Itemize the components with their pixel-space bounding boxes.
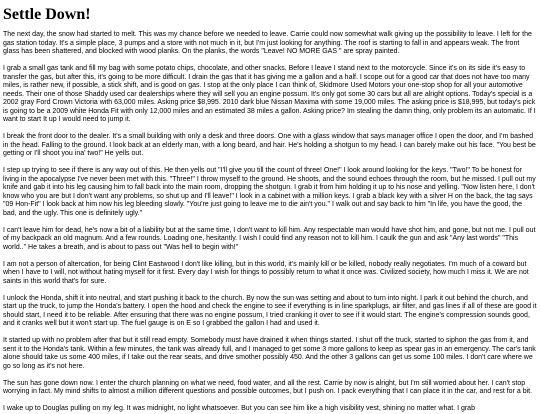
story-paragraph-5: I can't leave him for dead, he's now a bit of a liability but at the same time, I don't want to kill him. Any respectable man would have shot him, and gone, but not me. I pull out of my backpack an old magnum. And a few rounds. Loading one, hesitantly. I wish I could find any reason not to kill him. I caulk the gun and ask "Any last words" "This world.." He takes a breath, and is about to pass out "Was hell to begin with!"	[3, 226, 536, 251]
story-paragraph-3: I break the front door to the dealer. It's a small building with only a desk and three doors. One with a glass window that says manager office I open the door, and I'm bashed in the head. Falling to the ground. I look back at an elderly man, with a long beard, and hair. He's holding a shotgun to my head. I can barely make out his face. "You best be getting or I'll shoot you ina' two!" He yells out.	[3, 133, 536, 157]
story-paragraph-7: I unlock the Honda, shift it into neutral, and start pushing it back to the church. By now the sun was setting and about to turn into night. I park it out behind the church, and start up the truck, to jump the Honda's battery. I open the hood and check the engine to see if everything is in line sparkplugs, air filter, and gas lines if all of these are good it should start, I need it to be reliable. After ensuring that there was no engine possum, I tried cranking it over to see if it would start. The engine's compression sounds good, and it cranks well but it won't start up. The fuel gauge is on E so I grabbed the gallon I had and used it.	[3, 294, 537, 327]
story-paragraph-9: The sun has gone down now. I enter the church planning on what we need, food water, and all the rest. Carrie by now is alright, but I'm still worried about her. I can't stop worrying in fact. My mind shifts to almost a million different questions and possible outcomes, but I push on. I pack everything that I can place it in the car, and rest for a bit.	[3, 379, 533, 395]
story-paragraph-1: The next day, the snow had started to melt. This was my chance before we needed to leave. Carrie could now somewhat walk giving up the possibility to leave. I left for the gas station today. It's a simple place, 3 pumps and a store with not much in it, but I'm just looking for anything. The roof is starting to fall in and appears weak. The front glass has been shattered, and blocked with wood planks. On the planks, the words "Leave! NO MORE GAS " are spray painted.	[3, 31, 532, 55]
story-paragraph-8: It started up with no problem after that but it still read empty. Somebody must have drained it when things started. I shut off the truck, started to siphon the gas from it, and sent it to the Honda's tank. Within a few minutes, the tank was already full, and I managed to get some 3 more gallons to keep as spear gas in an emergency. The car's tank alone should take us some 400 miles, if I take out the rear seats, and drive smother possibly 450. And the other 3 gallons can get us some 100 miles. I don't care where we go so long as it's not here.	[3, 337, 536, 370]
story-paragraph-4: I step up trying to see if there is any way out of this. He then yells out "I'll give you till the count of three! One!" I look around looking for the keys. "Two!" To be honest for living in the apocalypse I've never been met with this. "Three!" I throw myself to the ground. He shoots, and the sound echoes through the room, but he missed. I pull out my knife and gab it into his leg causing him to fall back into the main room, dropping the shotgun. I grab it from him holding it up to his nose and yelling. "Now listen here, I don't know who you are but I don't want any problems, so shut up and I'll leave!" I look in a cabinet with a million keys. I grab a black key with a silver H on the back, the tag says "09 Hon-Fit" I look back at him now his leg bleeding slowly. "You're just going to leave me to die ain't you." I walk out and say back to him "In life, you have the good, the bad, and the ugly. This one is definitely ugly."	[3, 167, 536, 217]
story-paragraph-6: I am not a person of altercation, for being Clint Eastwood I don't like killing, but in this world, it's mainly kill or be killed, nobody really negotiates. I'm much of a coward but when I have to I will, not without hating myself for it first. Every day I wish for things to possibly return to what it once was. Civilized society, how much I miss it. We are not saints in this world that's for sure.	[3, 260, 529, 285]
story-paragraph-10: I wake up to Douglas pulling on my leg. It was midnight, no light whatsoever. But you can see him like a high visibility vest, shining no matter what. I grab	[3, 405, 475, 412]
story-paragraph-2: I grab a small gas tank and fill my bag with some potato chips, chocolate, and other snacks. Before I leave I stand next to the motorcycle. Since it's on its side it's easy to transfer the gas, but after this, it's going to be more difficult. I drain the gas that it has giving me a gallon and a half. I scope out for a good car that does not have too many miles, is rather new, if possible, a stick shift, and is good on gas. I stop at the only place I can think of, Skidmore Used Motors your one-stop shop for all your automotive needs. Their one of those Shaddy used car dealerships where they will sell you an engine possum. It's only got some 30 cars but all are alright options. Today's special is a 2002 gray Ford Crown Victoria with 63,000 miles. Asking price $8,995. 2010 dark blue Nissan Maxima with some 19,000 miles. The asking price is $18,995, but today's pick is going to be a 2009 white Honda Fit with only 12,000 miles and an estimated 38 miles a gallon. Asking price? Im stealing the damn thing, only problem its an automatic. If I want to start It up I would need to jump it.	[3, 65, 536, 123]
page-title: Settle Down!	[3, 6, 91, 23]
